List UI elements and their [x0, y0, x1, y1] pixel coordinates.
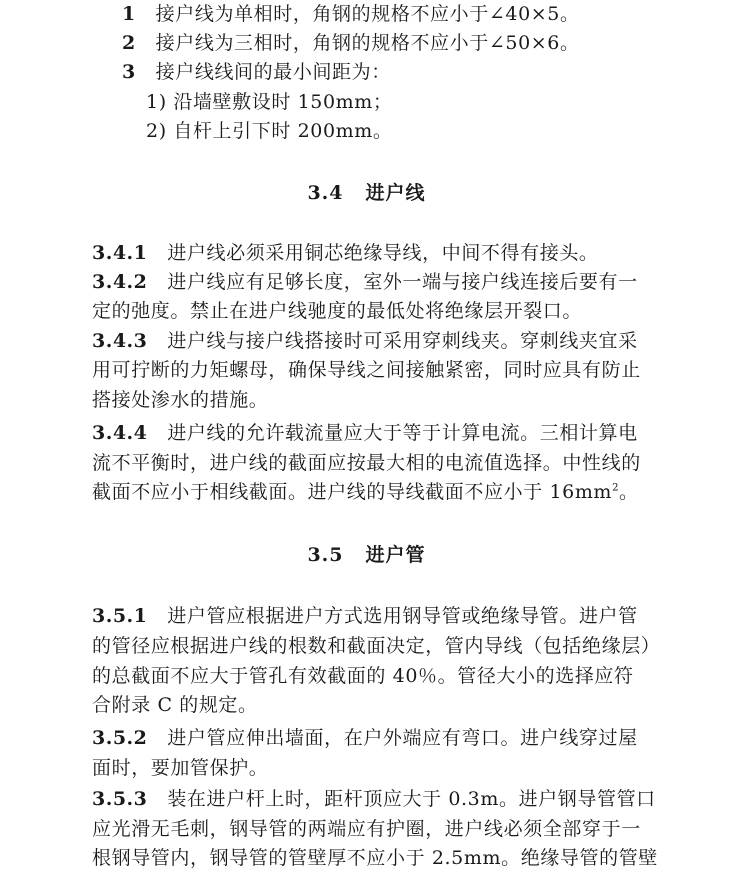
- clause-number: 3.4.3: [92, 330, 148, 352]
- clause-3-5-2: [92, 726, 638, 750]
- list-number: 3: [122, 61, 136, 83]
- clause-line: 面时，要加管保护。: [92, 757, 269, 779]
- sublist-number: 2): [146, 120, 167, 142]
- clause-number: 3.4.2: [92, 271, 148, 293]
- clause-number: 3.5.2: [92, 727, 148, 749]
- clause-line: 搭接处渗水的措施。: [92, 389, 269, 411]
- clause-text: 进户线与接户线搭接时可采用穿刺线夹。穿刺线夹宜采: [167, 330, 638, 352]
- section-number: 3.4: [307, 182, 344, 204]
- clause-line: 合附录 C 的规定。: [92, 694, 258, 716]
- clause-line: 定的弛度。禁止在进户线驰度的最低处将绝缘层开裂口。: [92, 300, 583, 322]
- sublist-item-2: [146, 119, 392, 143]
- sublist-text: 自杆上引下时 200mm。: [173, 120, 393, 142]
- list-item-1: [122, 2, 580, 26]
- list-text: 接户线为单相时，角钢的规格不应小于∠40×5。: [155, 3, 580, 25]
- sublist-item-1: [146, 90, 392, 114]
- list-item-3: [122, 60, 391, 84]
- list-text: 接户线线间的最小间距为：: [155, 61, 391, 83]
- clause-line: 流不平衡时，进户线的截面应按最大相的电流值选择。中性线的: [92, 452, 641, 474]
- clause-line: 的管径应根据进户线的根数和截面决定，管内导线（包括绝缘层）: [92, 635, 661, 657]
- clause-line-with-unit: [92, 480, 639, 504]
- sublist-text: 沿墙壁敷设时 150mm；: [173, 91, 393, 113]
- clause-text: 进户线应有足够长度，室外一端与接户线连接后要有一: [167, 271, 638, 293]
- clause-text: 进户线必须采用铜芯绝缘导线，中间不得有接头。: [167, 242, 599, 264]
- clause-tail: 。: [619, 481, 639, 503]
- section-title: 进户线: [365, 182, 426, 204]
- clause-line: 应光滑无毛刺，钢导管的两端应有护圈，进户线必须全部穿于一: [92, 818, 641, 840]
- section-heading-3-5: [0, 543, 733, 567]
- section-heading-3-4: [0, 181, 733, 205]
- list-number: 1: [122, 3, 136, 25]
- superscript: 2: [612, 482, 620, 494]
- list-number: 2: [122, 32, 136, 54]
- section-title: 进户管: [365, 544, 426, 566]
- clause-number: 3.5.1: [92, 605, 148, 627]
- clause-text: 进户线的允许载流量应大于等于计算电流。三相计算电: [167, 422, 638, 444]
- clause-number: 3.5.3: [92, 788, 148, 810]
- clause-text: 装在进户杆上时，距杆顶应大于 0.3m。进户钢导管管口: [167, 788, 656, 810]
- clause-text: 截面不应小于相线截面。进户线的导线截面不应小于 16mm: [92, 481, 613, 503]
- section-number: 3.5: [307, 544, 344, 566]
- clause-3-5-1: [92, 604, 638, 628]
- sublist-number: 1): [146, 91, 167, 113]
- clause-3-4-3: [92, 329, 638, 353]
- clause-3-4-4: [92, 421, 638, 445]
- clause-line: 根钢导管内，钢导管的管壁厚不应小于 2.5mm。绝缘导管的管壁: [92, 847, 658, 869]
- clause-text: 进户管应伸出墙面，在户外端应有弯口。进户线穿过屋: [167, 727, 638, 749]
- clause-number: 3.4.4: [92, 422, 148, 444]
- clause-3-5-3: [92, 787, 656, 811]
- clause-number: 3.4.1: [92, 242, 148, 264]
- clause-3-4-2: [92, 270, 638, 294]
- clause-text: 进户管应根据进户方式选用钢导管或绝缘导管。进户管: [167, 605, 638, 627]
- clause-line: 的总截面不应大于管孔有效截面的 40％。管径大小的选择应符: [92, 665, 634, 687]
- clause-line: 用可拧断的力矩螺母，确保导线之间接触紧密，同时应具有防止: [92, 359, 641, 381]
- list-item-2: [122, 31, 580, 55]
- list-text: 接户线为三相时，角钢的规格不应小于∠50×6。: [155, 32, 580, 54]
- clause-3-4-1: [92, 241, 599, 265]
